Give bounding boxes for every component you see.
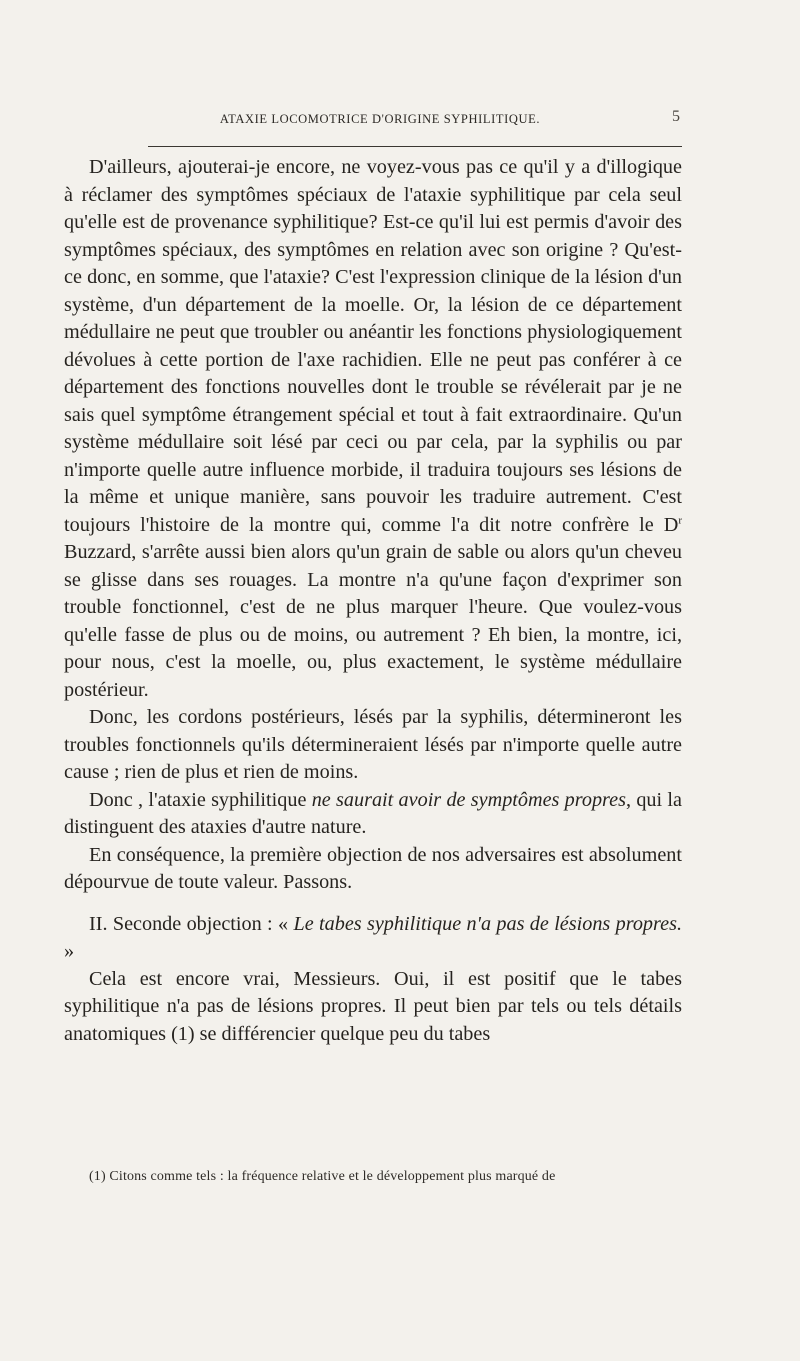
body-text — [64, 154, 682, 1048]
page-number: 5 — [672, 108, 680, 125]
objection-close: » — [64, 940, 75, 962]
header-rule — [148, 146, 682, 147]
paragraph-3 — [64, 787, 682, 842]
paragraph-3-lead: Donc , l'ataxie syphilitique — [89, 788, 312, 811]
paragraph-1-text: D'ailleurs, ajouterai-je encore, ne voyez-vous pas ce qu'il y a d'illogique à réclamer des symptômes spéciaux de l'ataxie syphilitique par cela seul qu'elle est de provenance syphilitique? Est-ce qu'il lui est permis d'avoir des symptômes spéciaux, des symptômes en relation avec son origine ? Qu'est-ce donc, en somme, que l'ataxie? C'est l'expression clinique de la lésion d'un système, d'un département de la moelle. Or, la lésion de ce département médullaire ne peut que troubler ou anéantir les fonctions physiologiquement dévolues à cette portion de l'axe rachidien. Elle ne peut pas conférer à ce département des fonctions nouvelles dont le trouble se révélerait par je ne sais quel symptôme étrangement spécial et tout à fait extraordinaire. Qu'un système médullaire soit lésé par ceci ou par cela, par la syphilis ou par n'importe quelle autre influence morbide, il traduira toujours ses lésions de la même et unique manière, sans pouvoir les traduire autrement. C'est toujours l'histoire de la montre qui, comme l'a dit notre confrère le D — [64, 156, 682, 536]
footnote: (1) Citons comme tels : la fréquence relative et le développement plus marqué de — [89, 1169, 556, 1184]
doctor-abbrev-sup: r — [678, 513, 682, 526]
paragraph-6: Cela est encore vrai, Messieurs. Oui, il est positif que le tabes syphilitique n'a pas de lésions propres. Il peut bien par tels ou tels détails anatomiques (1) se différencier quelque peu du tabes — [64, 967, 682, 1045]
paragraph-1 — [64, 154, 682, 704]
paragraph-4: En conséquence, la première objection de nos adversaires est absolument dépourvue de toute valeur. Passons. — [64, 843, 682, 893]
objection-quote: Le tabes syphilitique n'a pas de lésions propres. — [293, 912, 682, 935]
objection-heading: II. Seconde objection : « — [89, 912, 294, 935]
paragraph-3-italic: ne saurait avoir de symptômes propres — [311, 788, 626, 811]
paragraph-2: Donc, les cordons postérieurs, lésés par la syphilis, détermineront les troubles fonctionnels qu'ils détermineraient lésés par n'importe quelle autre cause ; rien de plus et rien de moins. — [64, 706, 682, 783]
paragraph-5 — [64, 911, 682, 966]
paragraph-3-tail: , qui la distinguent des ataxies d'autre nature. — [64, 788, 682, 838]
paragraph-1-continued: Buzzard, s'arrête aussi bien alors qu'un grain de sable ou alors qu'un cheveu se glisse dans ses rouages. La montre n'a qu'une façon d'exprimer son trouble fonctionnel, c'est de ne plus marquer l'heure. Que voulez-vous qu'elle fasse de plus ou de moins, ou autrement ? Eh bien, la montre, ici, pour nous, c'est la moelle, ou, plus exactement, le système médullaire postérieur. — [64, 541, 682, 701]
running-head: ATAXIE LOCOMOTRICE D'ORIGINE SYPHILITIQUE. — [219, 112, 541, 126]
